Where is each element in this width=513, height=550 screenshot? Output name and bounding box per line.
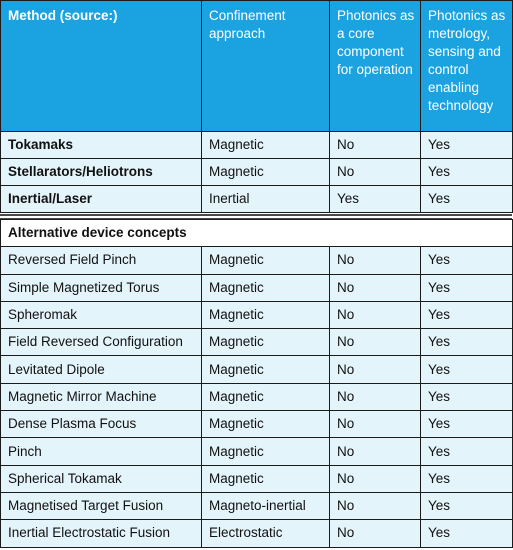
photonics-metrology-cell: Yes: [421, 465, 513, 492]
photonics-core-cell: No: [330, 159, 421, 186]
photonics-core-cell: Yes: [330, 186, 421, 213]
photonics-core-cell: No: [330, 356, 421, 383]
table-row: [1, 465, 513, 492]
header-row: [1, 1, 513, 132]
photonics-metrology-cell: Yes: [421, 274, 513, 301]
photonics-core-cell: No: [330, 492, 421, 519]
alternative-concepts-table: [0, 219, 513, 548]
photonics-metrology-cell: Yes: [421, 132, 513, 159]
method-cell: Spherical Tokamak: [1, 465, 202, 492]
confinement-cell: Magnetic: [202, 301, 330, 328]
header-method: Method (source:): [1, 1, 202, 132]
photonics-core-cell: No: [330, 465, 421, 492]
confinement-cell: Magnetic: [202, 411, 330, 438]
method-cell: Tokamaks: [1, 132, 202, 159]
table-row: [1, 383, 513, 410]
photonics-core-cell: No: [330, 329, 421, 356]
photonics-metrology-cell: Yes: [421, 492, 513, 519]
method-cell: Simple Magnetized Torus: [1, 274, 202, 301]
photonics-core-cell: No: [330, 383, 421, 410]
confinement-cell: Magnetic: [202, 329, 330, 356]
confinement-cell: Inertial: [202, 186, 330, 213]
photonics-metrology-cell: Yes: [421, 383, 513, 410]
method-cell: Field Reversed Configuration: [1, 329, 202, 356]
table-row: [1, 411, 513, 438]
table-row: [1, 329, 513, 356]
main-methods-table: [0, 0, 513, 213]
photonics-metrology-cell: Yes: [421, 186, 513, 213]
confinement-cell: Magnetic: [202, 438, 330, 465]
confinement-cell: Magnetic: [202, 274, 330, 301]
photonics-metrology-cell: Yes: [421, 159, 513, 186]
photonics-metrology-cell: Yes: [421, 247, 513, 274]
table-row: [1, 247, 513, 274]
table-row: [1, 356, 513, 383]
table-row: [1, 186, 513, 213]
confinement-cell: Magnetic: [202, 356, 330, 383]
table-row: [1, 520, 513, 547]
method-cell: Reversed Field Pinch: [1, 247, 202, 274]
method-cell: Magnetised Target Fusion: [1, 492, 202, 519]
photonics-metrology-cell: Yes: [421, 438, 513, 465]
table-row: [1, 438, 513, 465]
method-cell: Inertial/Laser: [1, 186, 202, 213]
method-cell: Magnetic Mirror Machine: [1, 383, 202, 410]
method-cell: Levitated Dipole: [1, 356, 202, 383]
method-cell: Dense Plasma Focus: [1, 411, 202, 438]
section-row: [1, 220, 513, 247]
table-row: [1, 274, 513, 301]
confinement-cell: Magneto-inertial: [202, 492, 330, 519]
method-cell: Inertial Electrostatic Fusion: [1, 520, 202, 547]
confinement-cell: Magnetic: [202, 465, 330, 492]
photonics-core-cell: No: [330, 274, 421, 301]
confinement-cell: Magnetic: [202, 159, 330, 186]
section-title: Alternative device concepts: [1, 220, 513, 247]
method-cell: Pinch: [1, 438, 202, 465]
method-cell: Stellarators/Heliotrons: [1, 159, 202, 186]
table-row: [1, 132, 513, 159]
table-row: [1, 159, 513, 186]
confinement-cell: Magnetic: [202, 132, 330, 159]
header-photonics-metrology: Photonics as metrology, sensing and control enabling technology: [421, 1, 513, 132]
photonics-metrology-cell: Yes: [421, 329, 513, 356]
method-cell: Spheromak: [1, 301, 202, 328]
table-row: [1, 492, 513, 519]
photonics-metrology-cell: Yes: [421, 411, 513, 438]
header-confinement: Confinement approach: [202, 1, 330, 132]
photonics-metrology-cell: Yes: [421, 356, 513, 383]
photonics-core-cell: No: [330, 247, 421, 274]
photonics-metrology-cell: Yes: [421, 301, 513, 328]
confinement-cell: Magnetic: [202, 383, 330, 410]
photonics-core-cell: No: [330, 411, 421, 438]
photonics-metrology-cell: Yes: [421, 520, 513, 547]
photonics-core-cell: No: [330, 438, 421, 465]
photonics-core-cell: No: [330, 520, 421, 547]
photonics-core-cell: No: [330, 132, 421, 159]
confinement-cell: Electrostatic: [202, 520, 330, 547]
table-row: [1, 301, 513, 328]
confinement-cell: Magnetic: [202, 247, 330, 274]
photonics-core-cell: No: [330, 301, 421, 328]
header-photonics-core: Photonics as a core component for operation: [330, 1, 421, 132]
